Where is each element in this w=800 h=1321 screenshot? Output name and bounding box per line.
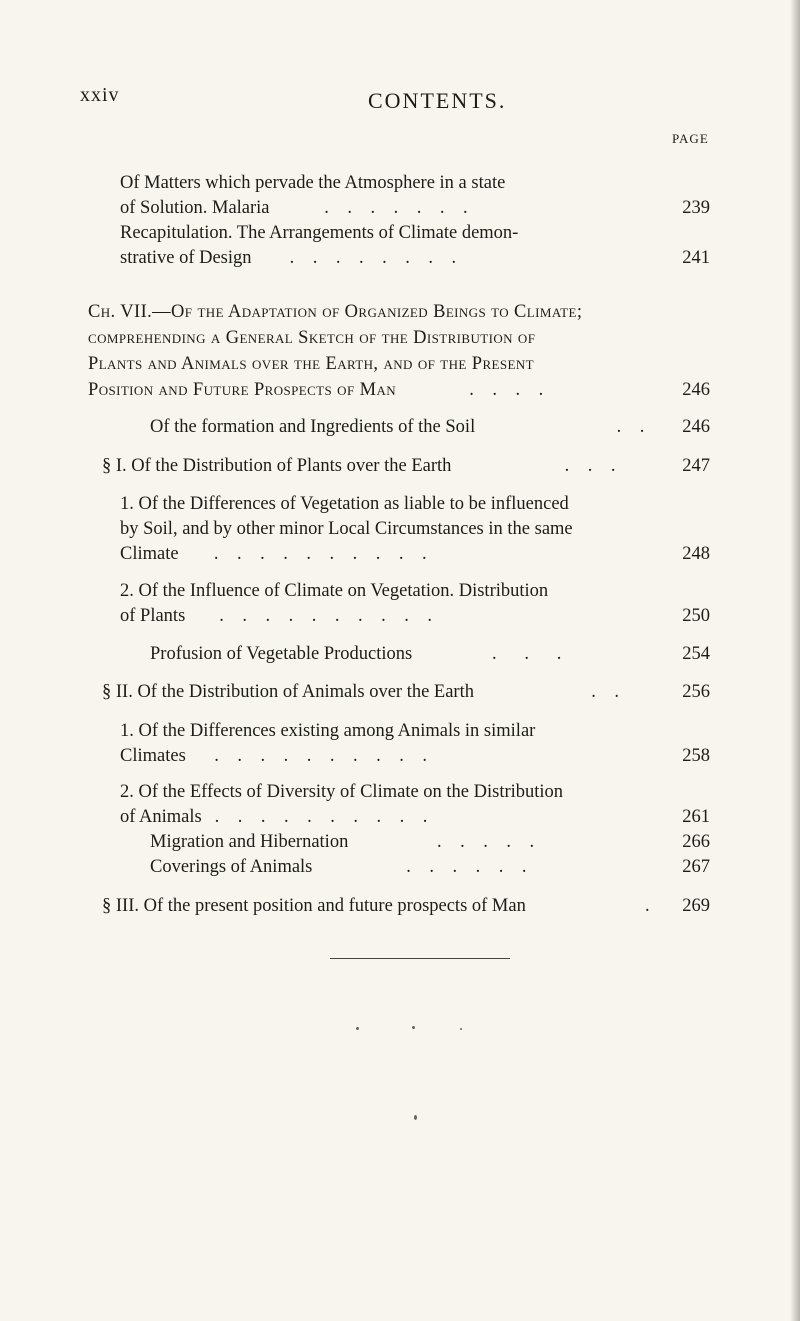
section-heading-line: § I. Of the Distribution of Plants over the Earth (102, 456, 452, 476)
toc-page-number: 241 (682, 248, 710, 268)
toc-entry-line: 1. Of the Differences existing among Animals in similar (120, 721, 536, 741)
toc-page-number: 248 (682, 544, 710, 564)
dot-leader: . . . . . . . . (285, 248, 457, 268)
print-speck (356, 1027, 359, 1030)
toc-page-number: 250 (682, 606, 710, 626)
toc-entry-line: 2. Of the Influence of Climate on Vegetation. Distribution (120, 581, 549, 601)
toc-page-number: 261 (682, 807, 710, 827)
toc-entry-line: Migration and Hibernation (150, 832, 349, 852)
dot-leader: . . . . . . . . . . (205, 746, 427, 766)
chapter-heading-line: Ch. VII.—Of the Adaptation of Organized Beings to Climate; (88, 302, 583, 322)
toc-entry-line: of Animals (120, 807, 202, 827)
toc-entry-line: Coverings of Animals (150, 857, 313, 877)
toc-entry-line: of Solution. Malaria (120, 198, 270, 218)
toc-entry-line: 1. Of the Differences of Vegetation as liable to be influenced (120, 494, 569, 514)
toc-entry-line: Recapitulation. The Arrangements of Climate demon- (120, 223, 519, 243)
dot-leader: . . . . (460, 380, 544, 400)
toc-page-number: 267 (682, 857, 710, 877)
end-rule (330, 958, 510, 959)
section-heading-line: § II. Of the Distribution of Animals over the Earth (102, 682, 474, 702)
toc-entry-line: 2. Of the Effects of Diversity of Climate on the Distribution (120, 782, 564, 802)
print-speck (412, 1026, 415, 1029)
print-speck (414, 1115, 417, 1120)
toc-entry-line: Climate (120, 544, 179, 564)
chapter-heading-line: Plants and Animals over the Earth, and of the Present (88, 354, 534, 374)
dot-leader: . . . . . . . (315, 198, 468, 218)
chapter-heading-line: Position and Future Prospects of Man (88, 380, 397, 400)
page-edge-shadow (790, 0, 800, 1321)
toc-entry-line: strative of Design (120, 248, 252, 268)
section-heading-line: § III. Of the present position and future prospects of Man (102, 896, 526, 916)
print-speck (460, 1028, 462, 1030)
toc-page-number: 246 (682, 417, 710, 437)
dot-leader: . . (612, 417, 645, 437)
dot-leader: . . . . . (400, 832, 535, 852)
toc-page-number: 258 (682, 746, 710, 766)
dot-leader: . (645, 896, 650, 916)
toc-page-number: 239 (682, 198, 710, 218)
toc-page-number: 246 (682, 380, 710, 400)
dot-leader: . . . . . . . . . . (200, 544, 427, 564)
running-head: CONTENTS. (368, 88, 507, 113)
toc-entry-line: of Plants (120, 606, 186, 626)
toc-entry-line: Profusion of Vegetable Productions (150, 644, 413, 664)
toc-entry-line: by Soil, and by other minor Local Circumstances in the same (120, 519, 573, 539)
chapter-heading-line: comprehending a General Sketch of the Distribution of (88, 328, 536, 348)
dot-leader: . . . (560, 456, 616, 476)
dot-leader: . . . . . . . . . . (210, 807, 428, 827)
dot-leader: . . . . . . (360, 857, 527, 877)
toc-page-number: 266 (682, 832, 710, 852)
toc-entry-line: Of the formation and Ingredients of the Soil (150, 417, 476, 437)
dot-leader: . . (582, 682, 619, 702)
toc-page-number: 269 (682, 896, 710, 916)
toc-entry-line: Of Matters which pervade the Atmosphere in a state (120, 173, 506, 193)
page-number: xxiv (80, 84, 120, 106)
dot-leader: . . . (455, 644, 562, 664)
page-column-label: PAGE (672, 131, 709, 146)
toc-page-number: 256 (682, 682, 710, 702)
toc-page-number: 254 (682, 644, 710, 664)
toc-entry-line: Climates (120, 746, 186, 766)
toc-page-number: 247 (682, 456, 710, 476)
dot-leader: . . . . . . . . . . (210, 606, 432, 626)
